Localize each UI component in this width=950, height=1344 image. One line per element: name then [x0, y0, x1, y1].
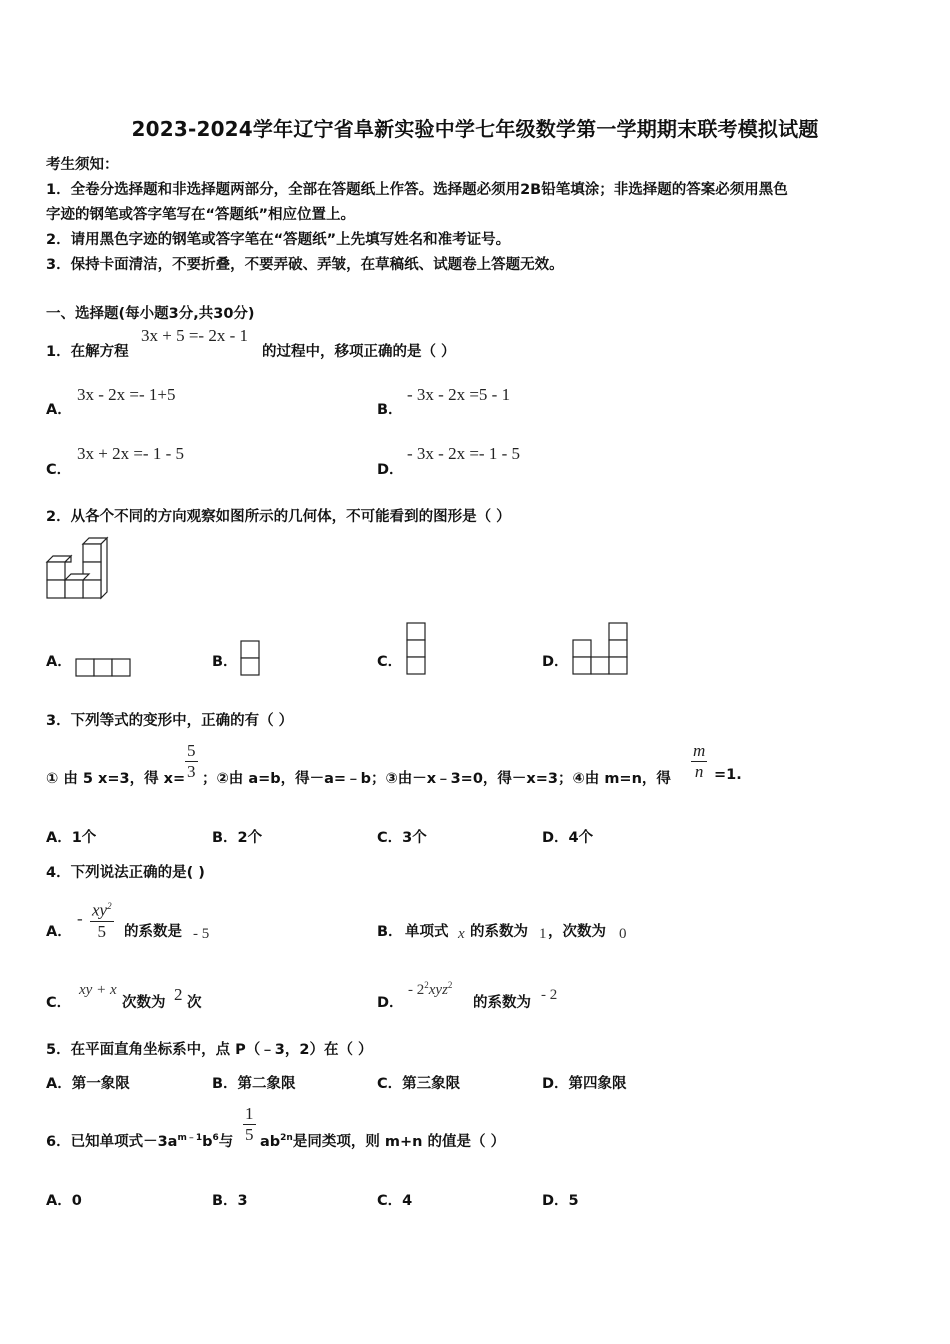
q4-option-d-sup-2: 2 [447, 980, 453, 990]
q3-fraction-1-num: 5 [187, 741, 196, 760]
q4-option-a-value: - 5 [193, 926, 210, 942]
q4-option-b-text-3: ，次数为 [548, 924, 606, 940]
q4-option-b-label: B． [377, 924, 403, 940]
notice-heading: 考生须知： [46, 157, 119, 173]
page-title: 2023-2024学年辽宁省阜新实验中学七年级数学第一学期期末联考模拟试题 [131, 117, 819, 141]
q5-option-c: C．第三象限 [377, 1076, 461, 1092]
notice-line-3: 3．保持卡面清洁，不要折叠，不要弄破、弄皱，在草稿纸、试题卷上答题无效。 [46, 257, 564, 273]
q5-option-a: A．第一象限 [46, 1076, 130, 1092]
q6-stem [46, 1130, 233, 1151]
q1-prefix: 1．在解方程 [46, 344, 129, 360]
q1-option-d-label: D． [377, 462, 404, 478]
q4-option-a-num: xy [92, 900, 108, 920]
q2-option-c-label: C． [377, 654, 403, 670]
q5-option-d: D．第四象限 [542, 1076, 627, 1092]
q3-text-1: ① 由 5 x=3，得 x= [46, 771, 186, 787]
q2-option-b-label: B． [212, 654, 238, 670]
q6-fraction-den: 5 [245, 1125, 254, 1144]
q3-fraction-2 [691, 741, 707, 782]
section-heading: 一、选择题(每小题3分,共30分) [46, 306, 255, 322]
q4-option-a-text: 的系数是 [124, 924, 182, 940]
q6-text-2: b [202, 1134, 213, 1150]
q5-option-b: B．第二象限 [212, 1076, 296, 1092]
q2-option-a-label: A． [46, 654, 72, 670]
q1-option-d: - 3x - 2x =- 1 - 5 [407, 444, 520, 463]
q4-option-c-value: 2 [174, 985, 183, 1004]
q2-option-d-label: D． [542, 654, 569, 670]
q4-option-b-value-2: 0 [619, 926, 627, 942]
q3-text-2: ；②由 a=b，得－a=﹣b；③由－x﹣3=0，得－x=3；④由 m=n，得 [202, 771, 671, 787]
q4-option-a-fraction [90, 896, 114, 942]
q6-fraction-num: 1 [245, 1104, 254, 1123]
q1-option-b-label: B． [377, 402, 403, 418]
q2-option-b-figure[interactable] [240, 640, 262, 678]
q4-option-d-value: - 2 [541, 987, 558, 1003]
q1-suffix: 的过程中，移项正确的是（ ） [262, 344, 456, 360]
q4-option-c-text-1: 次数为 [122, 995, 166, 1011]
q6-fraction [243, 1104, 256, 1145]
q5-stem: 5．在平面直角坐标系中，点 P（﹣3，2）在（ ） [46, 1042, 373, 1058]
q2-option-a-figure[interactable] [75, 658, 133, 678]
q3-option-d: D．4个 [542, 830, 594, 846]
q3-fraction-2-den: n [694, 762, 704, 781]
q3-fraction-1 [185, 741, 198, 782]
q3-fraction-2-num: m [693, 741, 706, 760]
q1-option-b: - 3x - 2x =5 - 1 [407, 385, 511, 404]
q4-option-b-value-1: 1 [539, 926, 547, 942]
q3-option-a: A．1个 [46, 830, 97, 846]
q4-option-d-expr-b: xyz [428, 982, 448, 998]
q3-stem: 3．下列等式的变形中，正确的有（ ） [46, 713, 294, 729]
q2-option-c-figure[interactable] [406, 622, 428, 678]
q4-option-b-text-1: 单项式 [405, 924, 449, 940]
q3-fraction-1-den: 3 [187, 762, 196, 781]
q6-sup-2: 6 [212, 1133, 219, 1144]
q1-option-a: 3x - 2x =- 1+5 [77, 385, 176, 404]
q4-option-d-text: 的系数为 [473, 995, 531, 1011]
q4-option-b-x: x [458, 926, 465, 942]
q3-statement-part1 [46, 767, 185, 788]
q1-option-c-label: C． [46, 462, 72, 478]
q4-option-a-den: 5 [97, 921, 107, 941]
q2-option-d-figure[interactable] [572, 622, 630, 678]
q4-option-d-sup-1: 2 [424, 980, 429, 990]
q4-option-c-text-2: 次 [187, 995, 202, 1011]
q3-option-c: C．3个 [377, 830, 427, 846]
q6-sup-1: m﹣1 [177, 1133, 203, 1144]
q4-option-b-text-2: 的系数为 [470, 924, 528, 940]
q6-option-a: A．0 [46, 1193, 82, 1209]
q6-text-3: 与 [218, 1134, 234, 1150]
q6-text-1: 6．已知单项式－3a [46, 1134, 178, 1150]
q4-option-a-minus: - [77, 909, 83, 928]
q4-option-d-expr [408, 980, 452, 999]
notice-line-1a: 1．全卷分选择题和非选择题两部分，全部在答题纸上作答。选择题必须用2B铅笔填涂；非选择题的答案必须用黑色 [46, 182, 788, 198]
q6-option-d: D．5 [542, 1193, 579, 1209]
q1-option-c: 3x + 2x =- 1 - 5 [77, 444, 184, 463]
q3-text-3: =1. [714, 767, 742, 783]
q6-stem-rest [260, 1130, 505, 1151]
q3-option-b: B．2个 [212, 830, 263, 846]
notice-line-2: 2．请用黑色字迹的钢笔或答字笔在“答题纸”上先填写姓名和准考证号。 [46, 232, 511, 248]
q4-option-c-expr: xy + x [79, 982, 117, 998]
q4-option-d-label: D． [377, 995, 404, 1011]
q1-option-a-label: A． [46, 402, 72, 418]
q6-text-5: 是同类项，则 m+n 的值是（ ） [292, 1134, 506, 1150]
q6-option-c: C．4 [377, 1193, 413, 1209]
q4-option-d-expr-a: - 2 [408, 982, 425, 998]
q4-option-a-sup: 2 [107, 901, 112, 911]
q6-sup-3: 2n [280, 1133, 293, 1144]
q2-stem: 2．从各个不同的方向观察如图所示的几何体，不可能看到的图形是（ ） [46, 509, 511, 525]
q2-solid-figure [44, 534, 114, 604]
notice-line-1b: 字迹的钢笔或答字笔写在“答题纸”相应位置上。 [46, 207, 356, 223]
q4-option-c-label: C． [46, 995, 72, 1011]
q4-stem: 4．下列说法正确的是( ) [46, 865, 205, 881]
q6-text-4: ab [260, 1134, 281, 1150]
q4-option-a-label: A． [46, 924, 72, 940]
q1-equation: 3x + 5 =- 2x - 1 [141, 326, 248, 345]
q6-option-b: B．3 [212, 1193, 248, 1209]
